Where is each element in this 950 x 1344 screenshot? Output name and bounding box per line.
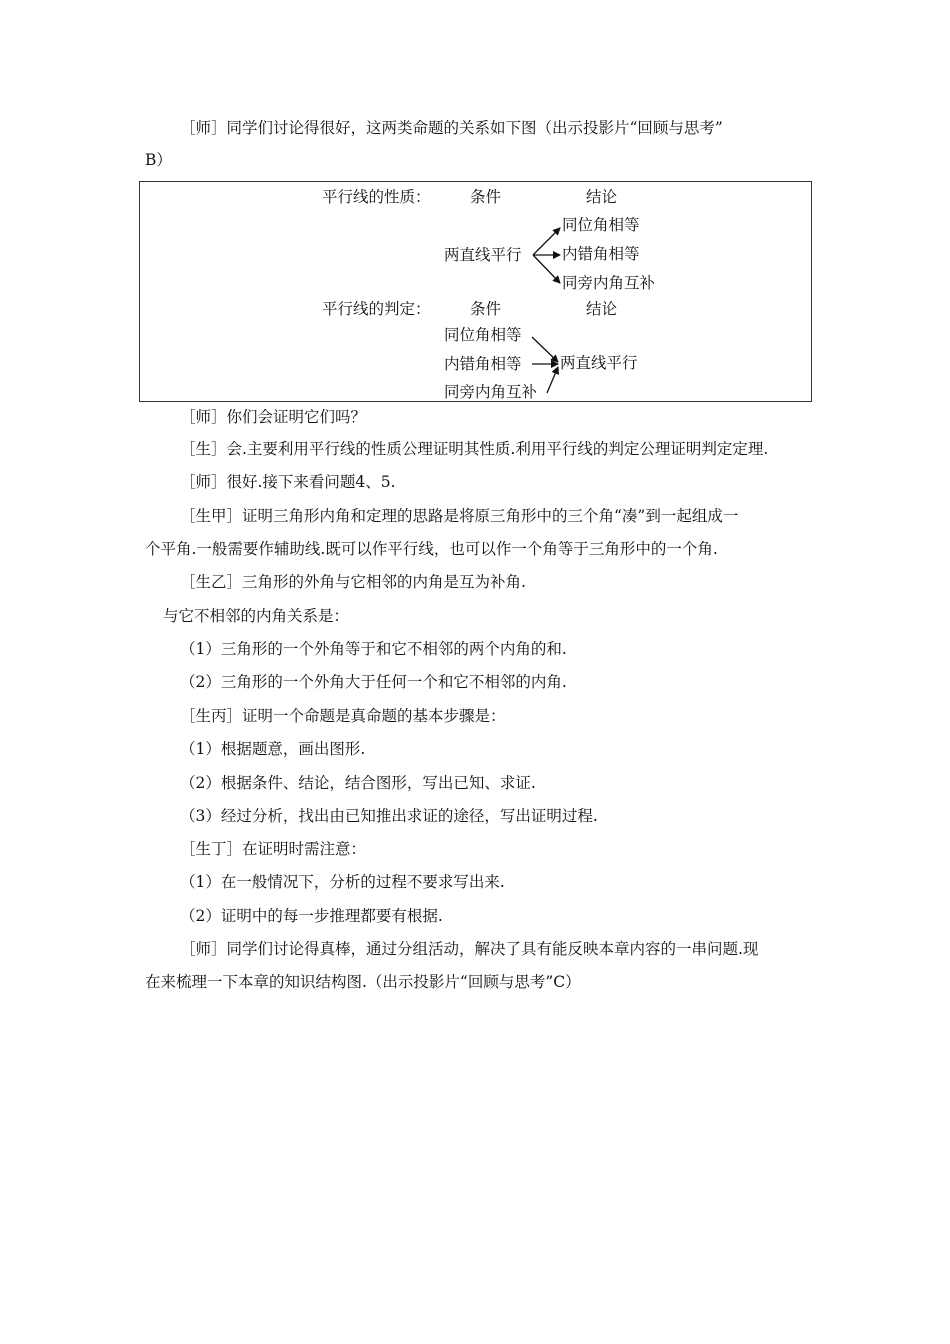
text-line: ［生乙］三角形的外角与它相邻的内角是互为补角. [180, 573, 526, 591]
properties-target-2: 内错角相等 [562, 245, 640, 263]
relation-diagram-svg [140, 182, 813, 403]
text-line: ［生甲］证明三角形内角和定理的思路是将原三角形中的三个角“凑”到一起组成一 [180, 507, 739, 525]
list-item: （2）证明中的每一步推理都要有根据. [180, 907, 443, 925]
properties-target-3: 同旁内角互补 [562, 274, 656, 292]
list-item: （2）根据条件、结论，结合图形，写出已知、求证. [180, 774, 536, 792]
list-item: （1）三角形的一个外角等于和它不相邻的两个内角的和. [180, 640, 567, 658]
text-line: 在来梳理一下本章的知识结构图.（出示投影片“回顾与思考”C） [145, 973, 581, 991]
text-line: 个平角.一般需要作辅助线.既可以作平行线，也可以作一个角等于三角形中的一个角. [145, 540, 718, 558]
criteria-conclusion-label: 结论 [586, 300, 618, 318]
text-line: ［师］很好.接下来看问题4、5. [180, 473, 396, 491]
arrow-properties-1 [533, 228, 560, 255]
text-line: B） [145, 151, 172, 169]
text-line: ［生丙］证明一个命题是真命题的基本步骤是： [180, 707, 506, 725]
properties-source: 两直线平行 [444, 246, 522, 264]
criteria-source-1: 同位角相等 [444, 326, 522, 344]
arrow-criteria-1 [532, 337, 558, 362]
text-line: ［生丁］在证明时需注意： [180, 840, 367, 858]
text-line: ［师］同学们讨论得很好，这两类命题的关系如下图（出示投影片“回顾与思考” [180, 119, 723, 137]
text-line: ［师］同学们讨论得真棒，通过分组活动，解决了具有能反映本章内容的一串问题.现 [180, 940, 759, 958]
arrow-properties-3 [533, 255, 560, 283]
parallel-lines-diagram [139, 181, 812, 402]
arrow-criteria-3 [547, 367, 558, 393]
text-line: 与它不相邻的内角关系是： [163, 607, 350, 625]
list-item: （1）在一般情况下，分析的过程不要求写出来. [180, 873, 505, 891]
text-line: ［师］你们会证明它们吗？ [180, 408, 367, 426]
text-line: ［生］会.主要利用平行线的性质公理证明其性质.利用平行线的判定公理证明判定定理. [180, 440, 769, 458]
properties-target-1: 同位角相等 [562, 216, 640, 234]
list-item: （1）根据题意，画出图形. [180, 740, 366, 758]
list-item: （3）经过分析，找出由已知推出求证的途径，写出证明过程. [180, 807, 598, 825]
criteria-source-2: 内错角相等 [444, 355, 522, 373]
criteria-condition-label: 条件 [470, 300, 502, 318]
criteria-source-3: 同旁内角互补 [444, 383, 538, 401]
list-item: （2）三角形的一个外角大于任何一个和它不相邻的内角. [180, 673, 567, 691]
properties-title: 平行线的性质： [322, 188, 431, 206]
criteria-target: 两直线平行 [560, 354, 638, 372]
properties-conclusion-label: 结论 [586, 188, 618, 206]
properties-condition-label: 条件 [470, 188, 502, 206]
criteria-title: 平行线的判定： [322, 300, 431, 318]
